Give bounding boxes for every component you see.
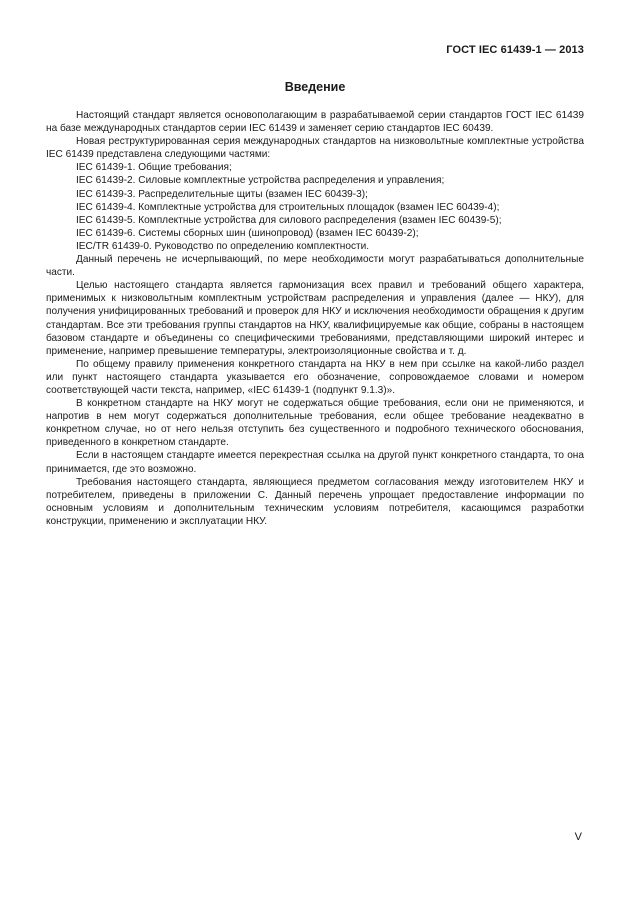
list-item: IEC 61439-3. Распределительные щиты (взамен IEC 60439-3); xyxy=(76,188,368,200)
list-item: IEC/TR 61439-0. Руководство по определению комплектности. xyxy=(76,240,370,252)
paragraph: Данный перечень не исчерпывающий, по мере необходимости могут разрабатываться дополнительные части. xyxy=(46,254,584,279)
list-item: IEC 61439-6. Системы сборных шин (шинопровод) (взамен IEC 60439-2); xyxy=(76,227,419,239)
list-item: IEC 61439-4. Комплектные устройства для строительных площадок (взамен IEC 60439-4); xyxy=(76,201,500,213)
section-title: Введение xyxy=(284,80,346,94)
page-number: V xyxy=(574,831,582,843)
paragraph: Настоящий стандарт является основополагающим в разрабатываемой серии стандартов ГОСТ IEC 61439 на базе международных стандартов серии IEC 61439 и заменяет серию стандартов IEC 60439. xyxy=(46,110,584,135)
list-item: IEC 61439-2. Силовые комплектные устройства распределения и управления; xyxy=(76,175,445,187)
list-item: IEC 61439-5. Комплектные устройства для силового распределения (взамен IEC 60439-5); xyxy=(76,214,502,226)
body-text xyxy=(46,109,584,528)
paragraph: По общему правилу применения конкретного стандарта на НКУ в нем при ссылке на какой-либо раздел или пункт настоящего стандарта указывается его обозначение, сопровождаемое словами и номером соответствующей части текста, например, «IEC 61439-1 (подпункт 9.1.3)». xyxy=(46,358,584,396)
standard-header: ГОСТ IEC 61439-1 — 2013 xyxy=(446,44,584,56)
paragraph: Если в настоящем стандарте имеется перекрестная ссылка на другой пункт конкретного стандарта, то она принимается, где это возможно. xyxy=(46,450,584,475)
paragraph: Целью настоящего стандарта является гармонизация всех правил и требований общего характера, применимых к низковольтным комплектным устройствам распределения и управления (далее — НКУ), для получения унифицированных требований и проверок для НКУ и исключения необходимости обращения к другим стандартам. Все эти требования группы стандартов на НКУ, квалифицируемые как общие, собраны в настоящем базовом стандарте и объединены со специфическими требованиями, представляющими широкий интерес и применение, например превышение температуры, электроизоляционные свойства и т. д. xyxy=(46,280,584,357)
paragraph: Требования настоящего стандарта, являющиеся предметом согласования между изготовителем НКУ и потребителем, приведены в приложении С. Данный перечень упрощает предоставление информации по основным условиям и дополнительным техническим условиям потребителя, касающимся разработки конструкции, применению и эксплуатации НКУ. xyxy=(46,476,584,527)
paragraph: Новая реструктурированная серия международных стандартов на низковольтные комплектные устройства IEC 61439 представлена следующими частями: xyxy=(46,136,584,161)
paragraph: В конкретном стандарте на НКУ могут не содержаться общие требования, если они не применяются, и напротив в нем могут содержаться дополнительные требования, если общее требование неадекватно в конкретном случае, но от него нельзя отступить без существенного и подробного технического обоснования, приведенного в конкретном стандарте. xyxy=(46,398,584,449)
list-item: IEC 61439-1. Общие требования; xyxy=(76,162,232,174)
